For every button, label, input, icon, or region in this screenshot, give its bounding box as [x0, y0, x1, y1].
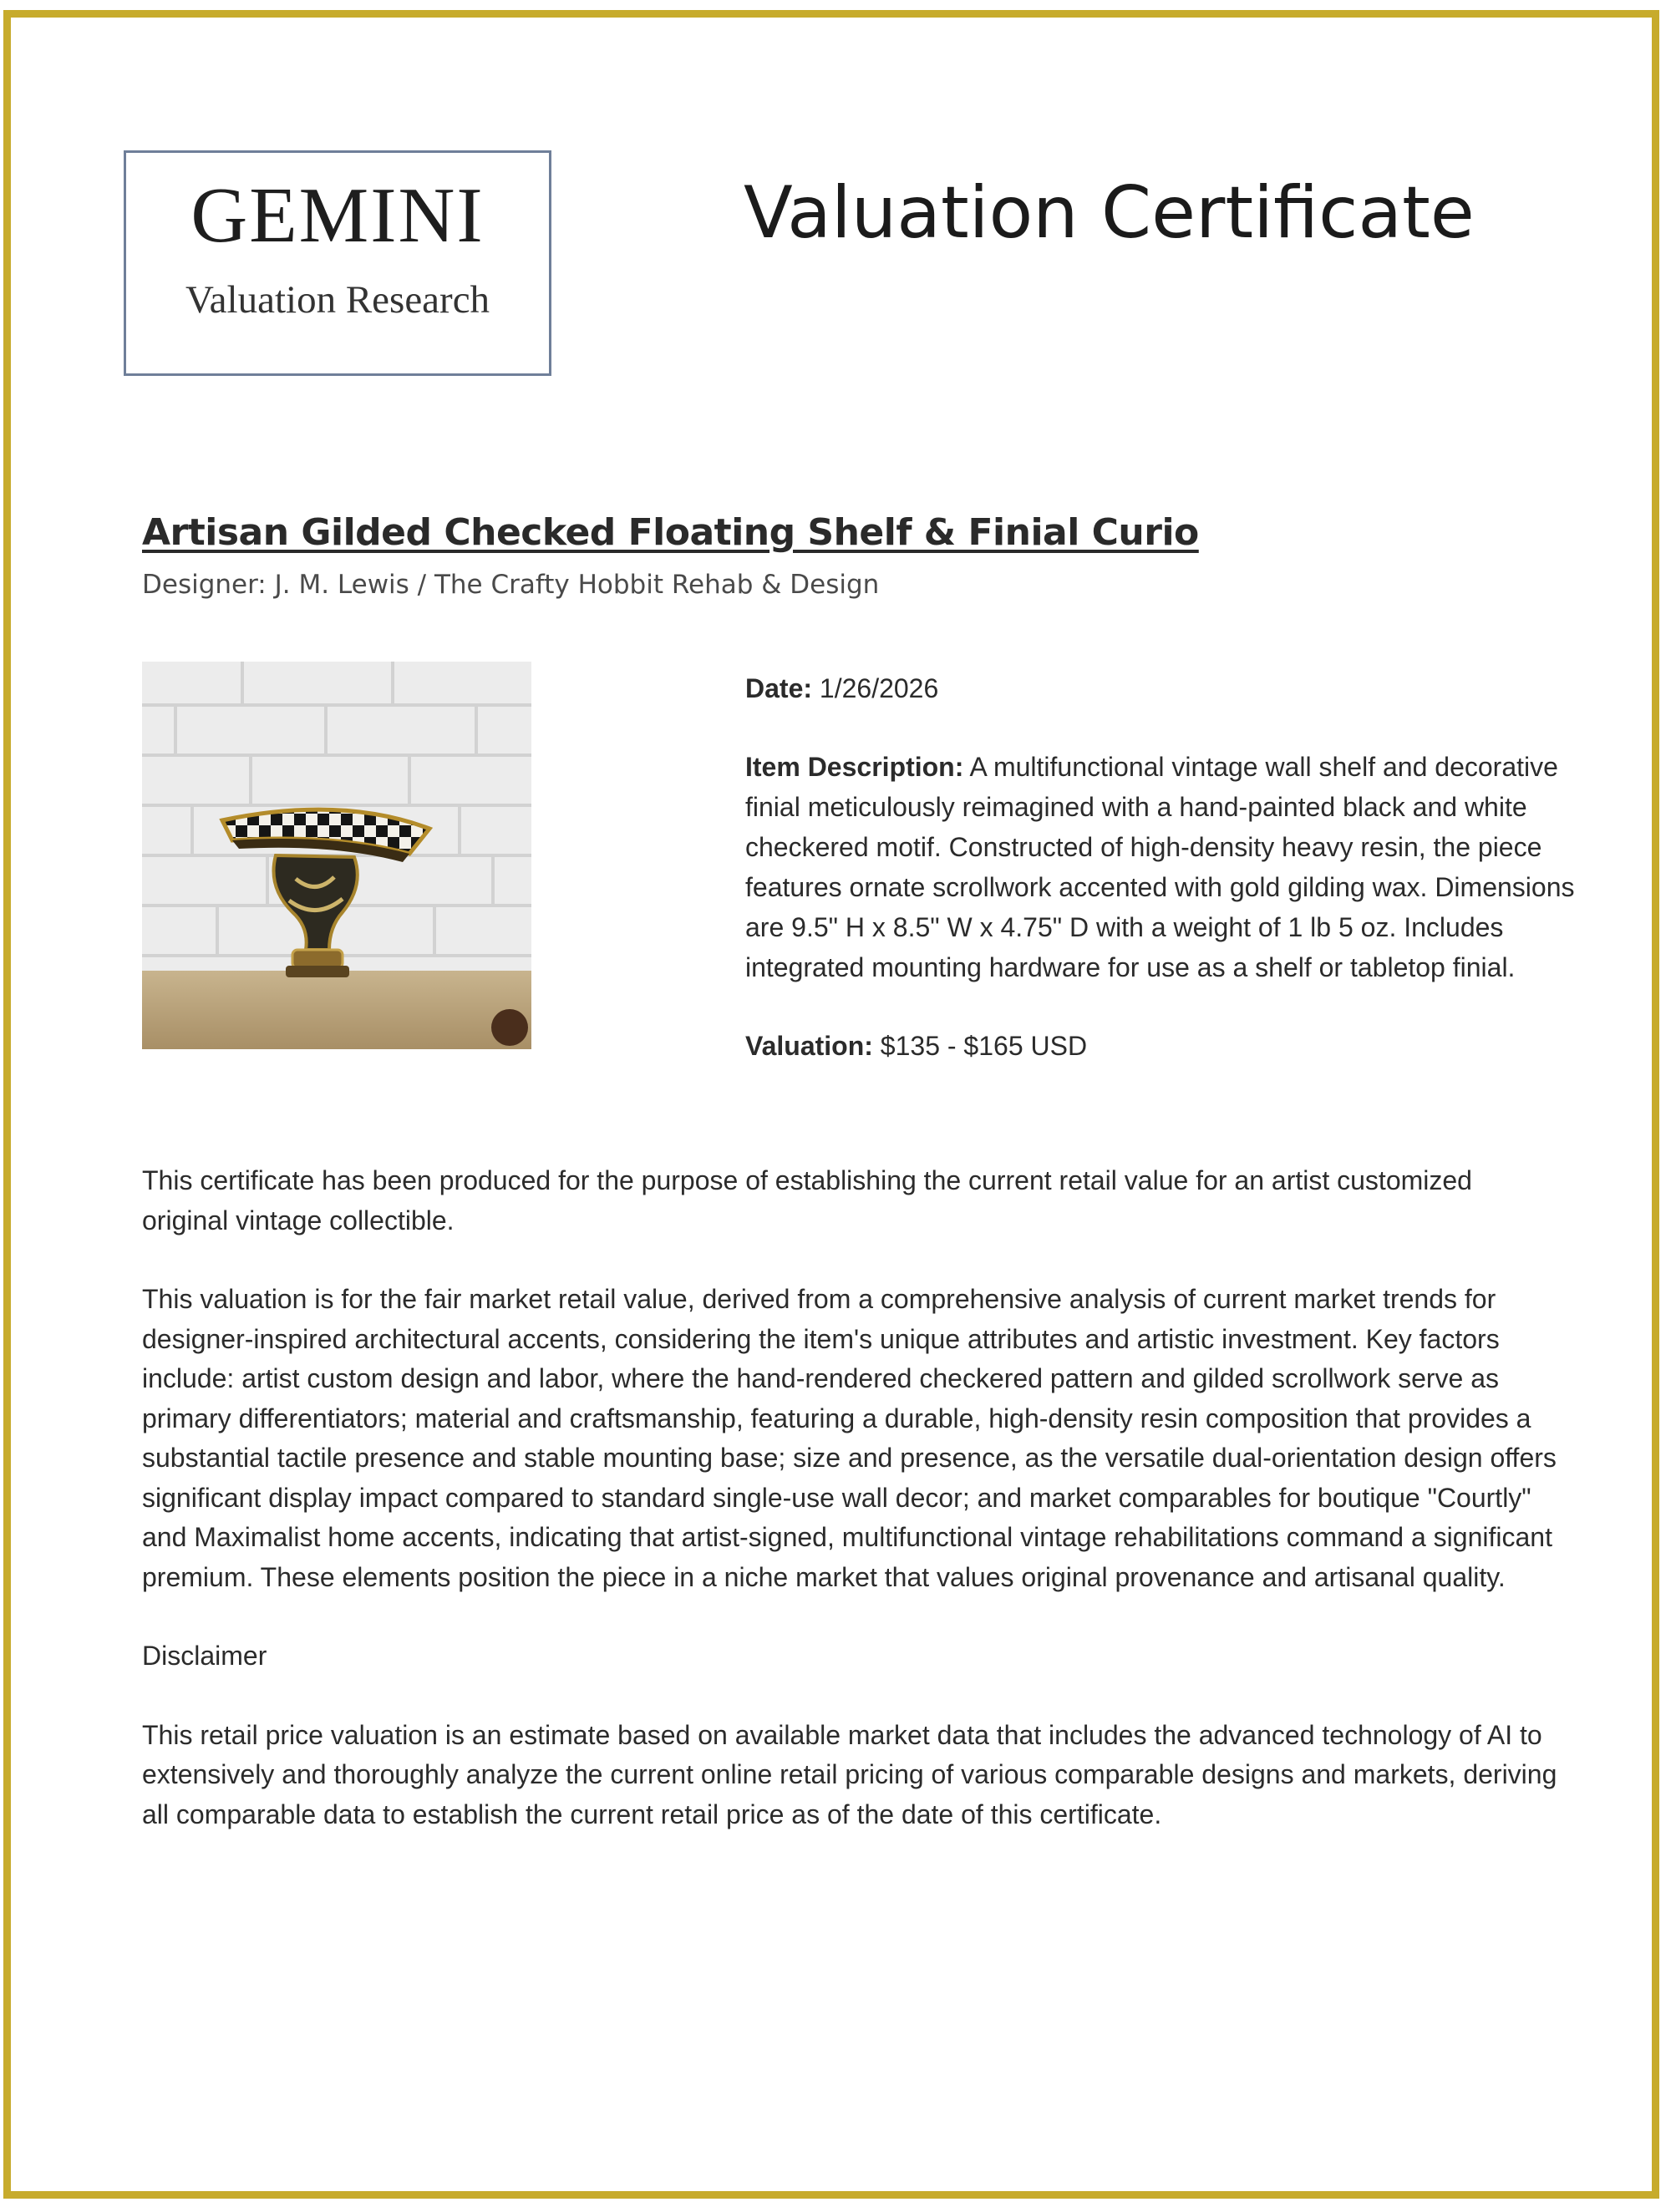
- item-details: [745, 668, 1606, 1104]
- date-label: Date:: [745, 673, 813, 703]
- certificate-title: Valuation Certificate: [744, 171, 1475, 255]
- description-label: Item Description:: [745, 752, 964, 782]
- analysis-paragraph: This valuation is for the fair market retail value, derived from a comprehensive analysis of current market trends for designer-inspired architectural accents, considering the item's unique attributes and artistic investment. Key factors include: artist custom design and labor, where the hand-rendered checkered pattern and gilded scrollwork serve as primary differentiators; material and craftsmanship, featuring a durable, high-density resin composition that provides a substantial tactile presence and stable mounting base; size and presence, as the versatile dual-orientation design offers significant display impact compared to standard single-use wall decor; and market comparables for boutique "Courtly" and Maximalist home accents, indicating that artist-signed, multifunctional vintage rehabilitations command a significant premium. These elements position the piece in a niche market that values original provenance and artisanal quality.: [142, 1284, 1557, 1592]
- valuation-row: [745, 1026, 1606, 1066]
- logo-sub-text: Valuation Research: [185, 278, 490, 322]
- disclaimer-paragraph[interactable]: This retail price valuation is an estimate based on available market data that includes the advanced technology of AI to extensively and thoroughly analyze the current online retail pricing of various comparable designs and markets, deriving all comparable data to establish the current retail price as of the date of this certificate.: [142, 1719, 1557, 1829]
- date-value: 1/26/2026: [819, 673, 939, 703]
- shelf-photo-illustration: [142, 662, 531, 1049]
- valuation-label: Valuation:: [745, 1031, 873, 1061]
- designer-line: Designer: J. M. Lewis / The Crafty Hobbit Rehab & Design: [142, 570, 880, 600]
- purpose-paragraph: This certificate has been produced for the purpose of establishing the current retail value for an artist customized original vintage collectible.: [142, 1165, 1472, 1235]
- item-photo: [142, 662, 531, 1049]
- description-row: [745, 747, 1606, 987]
- disclaimer-heading: Disclaimer: [142, 1641, 267, 1671]
- logo-main-text: GEMINI: [190, 172, 485, 259]
- item-title: Artisan Gilded Checked Floating Shelf & Finial Curio: [142, 511, 1199, 554]
- valuation-value: $135 - $165 USD: [880, 1031, 1088, 1061]
- certificate-body: [142, 1161, 1562, 1874]
- gemini-logo: [124, 150, 551, 376]
- description-value: A multifunctional vintage wall shelf and decorative finial meticulously reimagined with a hand-painted black and white checkered motif. Constructed of high-density heavy resin, the piece features ornate scrollwork accented with gold gilding wax. Dimensions are 9.5" H x 8.5" W x 4.75" D with a weight of 1 lb 5 oz. Includes integrated mounting hardware for use as a shelf or tabletop finial.: [745, 752, 1575, 982]
- date-row: [745, 668, 1606, 708]
